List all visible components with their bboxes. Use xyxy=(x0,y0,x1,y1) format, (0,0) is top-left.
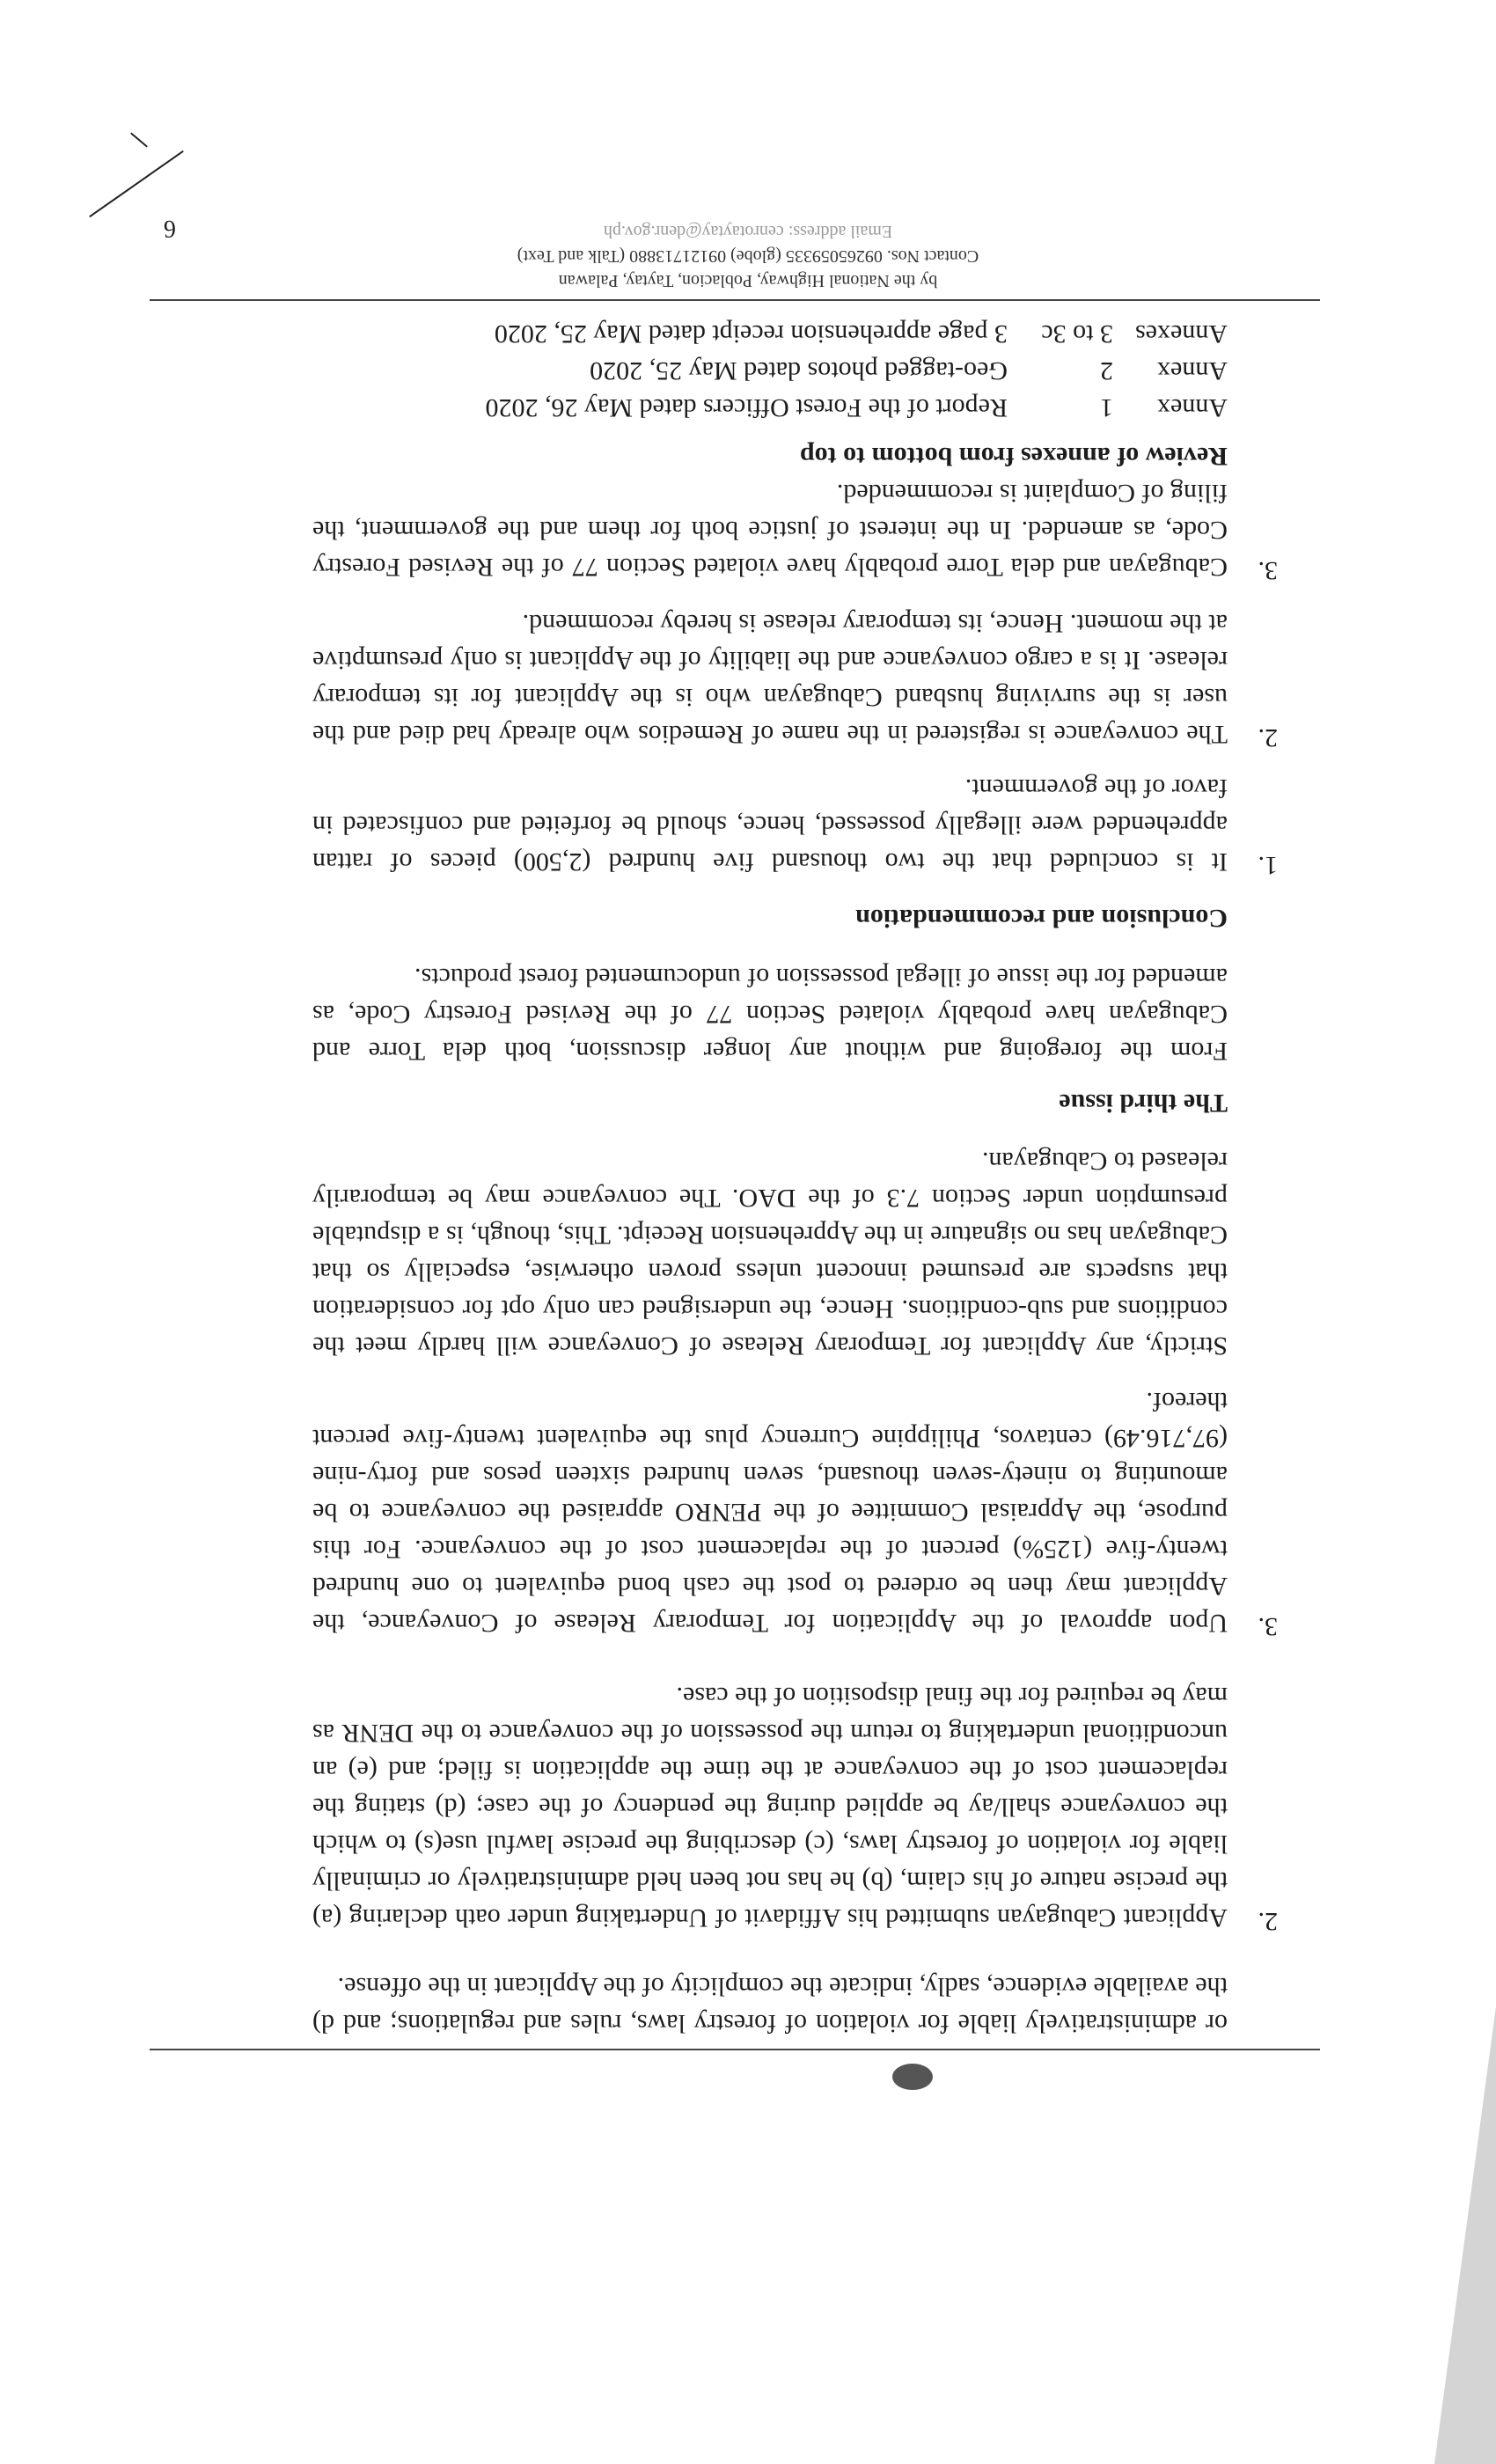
paragraph-cash-bond: Upon approval of the Application for Temporary Release of Conveyance, the Applicant may then be ordered to post the cash bond equivalent to one hundred twenty-five (125%) percent of the replacement cost of the conveyance. For this purpose, the Appraisal Committee of the PENRO appraised the conveyance to be amounting to ninety-seven thousand, seven hundred sixteen pesos and forty-nine (97,716.49) centavos, Philippine Currency plus the equivalent twenty-five percent thereof. xyxy=(312,1387,1228,1638)
annex-description: Report of the Forest Officers dated May 26, 2020 xyxy=(485,393,1008,422)
footer-address: by the National Highway, Poblacion, Taytay, Palawan xyxy=(558,271,938,290)
paragraph-strictly: Strictly, any Applicant for Temporary Release of Conveyance will hardly meet the conditions and sub-conditions. Hence, the undersigned can only opt for consideration that suspects are presumed innocent unless proven otherwise, especially so that Cabugayan has no signature in the Apprehension Receipt. This, though, is a disputable presumption under Section 7.3 of the DAO. The conveyance may be temporarily released to Cabugayan. xyxy=(312,1147,1228,1360)
top-rule xyxy=(150,2049,1320,2050)
annex-number: 3 to 3c xyxy=(1041,319,1113,348)
annex-number: 1 xyxy=(1100,393,1113,422)
annex-label: Annex xyxy=(1157,356,1228,385)
item-number: 2. xyxy=(1258,1907,1278,1936)
paragraph-affidavit: Applicant Cabugayan submitted his Affidavit of Undertaking under oath declaring (a) the precise nature of his claim, (b) he has not been held administratively or criminally liable for violation of forestry laws, (c) describing the precise lawful use(s) to which the conveyance shall/ay be applied during the pendency of the case; (d) stating the replacement cost of the conveyance at the time the application is filed; and (e) an unconditional undertaking to return the possession of the conveyance to the DENR as may be required for the final disposition of the case. xyxy=(312,1682,1228,1932)
page-number: 6 xyxy=(164,215,176,242)
footer-rule xyxy=(150,299,1320,301)
annex-label: Annex xyxy=(1157,393,1228,422)
pen-mark xyxy=(89,150,184,217)
annex-row xyxy=(304,392,1228,422)
paragraph-third-issue: From the foregoing and without any longer discussion, both dela Torre and Cabugayan have probably violated Section 77 of the Revised Forestry Code, as amended for the issue of illegal possession of undocumented forest products. xyxy=(312,963,1228,1066)
annex-row xyxy=(304,319,1228,348)
annex-heading: Review of annexes from bottom to top xyxy=(799,442,1228,471)
punch-hole xyxy=(892,2064,933,2090)
item-number: 3. xyxy=(1258,1612,1278,1641)
annex-row xyxy=(304,356,1228,385)
binder-shadow xyxy=(1434,2006,1496,2464)
conclusion-number: 2. xyxy=(1258,723,1278,752)
footer-contact: Contact Nos. 09265059335 (globe) 09121713880 (Talk and Text) xyxy=(517,246,979,266)
paragraph-conclusion-3: Cabugayan and dela Torre probably have violated Section 77 of the Revised Forestry Code, as amended. In the interest of justice both for them and the government, the filing of Complaint is recommended. xyxy=(312,479,1228,582)
conclusion-heading: Conclusion and recommendation xyxy=(855,904,1228,933)
pen-mark xyxy=(130,133,148,148)
annex-description: Geo-tagged photos dated May 25, 2020 xyxy=(590,356,1008,385)
paragraph-conclusion-2: The conveyance is registered in the name of Remedios who already had died and the user is the surviving husband Cabugayan who is the Applicant for its temporary release. It is a cargo conveyance and the liability of the Applicant is only presumptive at the moment. Hence, its temporary release is hereby recommend. xyxy=(312,609,1228,749)
paragraph-offense-tail: or administratively liable for violation of forestry laws, rules and regulations; and d) the available evidence, sadly, indicate the complicity of the Applicant in the offense. xyxy=(312,1972,1228,2038)
conclusion-number: 3. xyxy=(1258,556,1278,585)
annex-label: Annexes xyxy=(1135,319,1228,348)
annex-number: 2 xyxy=(1100,356,1113,385)
footer-email: Email address: cenrotaytay@denr.gov.ph xyxy=(603,222,893,241)
conclusion-number: 1. xyxy=(1258,851,1278,880)
annex-description: 3 page apprehension receipt dated May 25, 2020 xyxy=(494,319,1008,348)
third-issue-heading: The third issue xyxy=(1059,1089,1228,1118)
paragraph-conclusion-1: It is concluded that the two thousand five hundred (2,500) pieces of rattan apprehended were illegally possessed, hence, should be forfeited and confiscated in favor of the government. xyxy=(312,774,1228,876)
